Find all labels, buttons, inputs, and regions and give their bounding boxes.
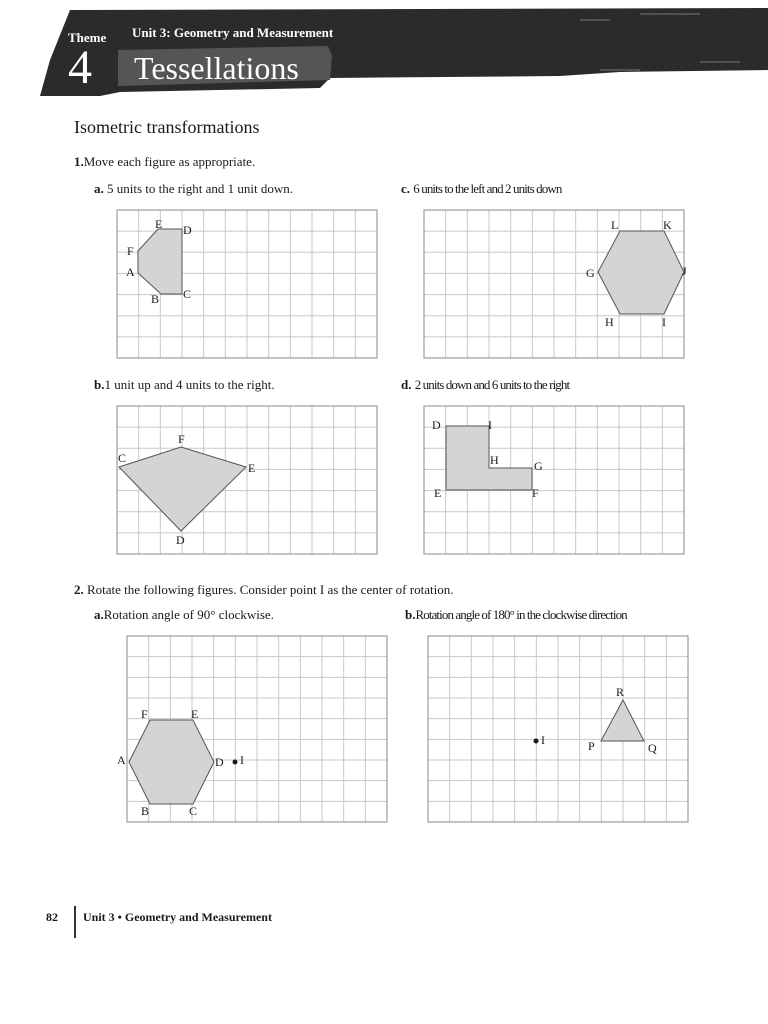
- grid-q1c: [424, 210, 687, 358]
- q1a-instruction: [94, 181, 293, 197]
- label-q1a: F: [127, 244, 134, 258]
- label-q2a: I: [240, 753, 244, 767]
- label-q1a: E: [155, 217, 163, 231]
- q1-number: 1.: [74, 154, 84, 169]
- q2-text: Rotate the following figures. Consider point I as the center of rotation.: [87, 582, 454, 597]
- label-q1a: B: [151, 292, 160, 306]
- figure-q1b: [119, 447, 246, 531]
- label-q2a: C: [189, 804, 198, 818]
- label-q1c: H: [605, 315, 614, 329]
- label-q1d: H: [490, 453, 499, 467]
- q1d-text: 2 units down and 6 units to the right: [414, 377, 570, 392]
- label-q1c: I: [662, 315, 666, 329]
- q2b-text: Rotation angle of 180° in the clockwise direction: [415, 607, 627, 622]
- q1c-letter: c.: [401, 181, 411, 196]
- label-q2b: P: [588, 739, 595, 753]
- label-q1b: E: [248, 461, 256, 475]
- q2b-letter: b.: [405, 607, 416, 622]
- q1a-letter: a.: [94, 181, 104, 196]
- q2-number: 2.: [74, 582, 84, 597]
- q2a-letter: a.: [94, 607, 104, 622]
- q1c-instruction: [401, 181, 561, 197]
- label-q1b: C: [118, 451, 127, 465]
- page-number: 82: [46, 910, 58, 924]
- figure-q2b: [601, 700, 644, 741]
- unit-title: Unit 3: Geometry and Measurement: [132, 25, 334, 40]
- grid-q2b: [428, 636, 688, 822]
- theme-number: 4: [68, 41, 92, 94]
- grid-q1b: [117, 406, 377, 554]
- q2a-instruction: [94, 607, 274, 623]
- label-q1b: D: [176, 533, 185, 547]
- label-q2a: F: [141, 707, 148, 721]
- figure-q1d: [446, 426, 532, 490]
- label-q2a: A: [117, 753, 126, 767]
- section-title: Isometric transformations: [74, 117, 260, 137]
- label-q2b: Q: [648, 741, 657, 755]
- label-q2b: I: [541, 733, 545, 747]
- q1b-text: 1 unit up and 4 units to the right.: [104, 377, 275, 392]
- grid-lines: [428, 636, 688, 822]
- q1c-text: 6 units to the left and 2 units down: [413, 181, 562, 196]
- header-banner: [0, 0, 768, 100]
- q1b-letter: b.: [94, 377, 105, 392]
- label-q1b: F: [178, 432, 185, 446]
- label-q2a: D: [215, 755, 224, 769]
- q1d-instruction: [401, 377, 569, 393]
- figure-q2a: [129, 720, 214, 804]
- grid-q2a: [117, 636, 387, 822]
- footer-divider: [74, 906, 76, 938]
- q2a-text: Rotation angle of 90° clockwise.: [103, 607, 274, 622]
- label-q1c: K: [663, 218, 672, 232]
- label-q2b: R: [616, 685, 625, 699]
- label-q2a: B: [141, 804, 150, 818]
- q1-text: Move each figure as appropriate.: [83, 154, 256, 169]
- q1-prompt: [74, 154, 255, 170]
- rotation-center-point: [534, 739, 539, 744]
- q1a-text: 5 units to the right and 1 unit down.: [107, 181, 293, 196]
- label-q2a: E: [191, 707, 199, 721]
- label-q1c: J: [682, 264, 687, 278]
- label-q1c: L: [611, 218, 619, 232]
- rotation-center-point: [233, 760, 238, 765]
- theme-label: Theme: [68, 30, 107, 45]
- grid-q1d: [424, 406, 684, 554]
- q2b-instruction: [405, 607, 627, 623]
- footer-text: Unit 3 • Geometry and Measurement: [83, 910, 272, 924]
- label-q1d: F: [532, 486, 539, 500]
- label-q1a: D: [183, 223, 192, 237]
- label-q1a: C: [183, 287, 192, 301]
- q1b-instruction: [94, 377, 275, 393]
- label-q1d: D: [432, 418, 441, 432]
- label-q1d: E: [434, 486, 442, 500]
- q2-prompt: [74, 582, 453, 598]
- label-q1d: I: [488, 418, 492, 432]
- figure-q1a: [138, 229, 182, 294]
- label-q1d: G: [534, 459, 543, 473]
- q1d-letter: d.: [401, 377, 412, 392]
- grid-q1a: [117, 210, 377, 358]
- label-q1a: A: [126, 265, 135, 279]
- page-title: Tessellations: [134, 50, 299, 86]
- label-q1c: G: [586, 266, 595, 280]
- figure-q1c: [598, 231, 684, 314]
